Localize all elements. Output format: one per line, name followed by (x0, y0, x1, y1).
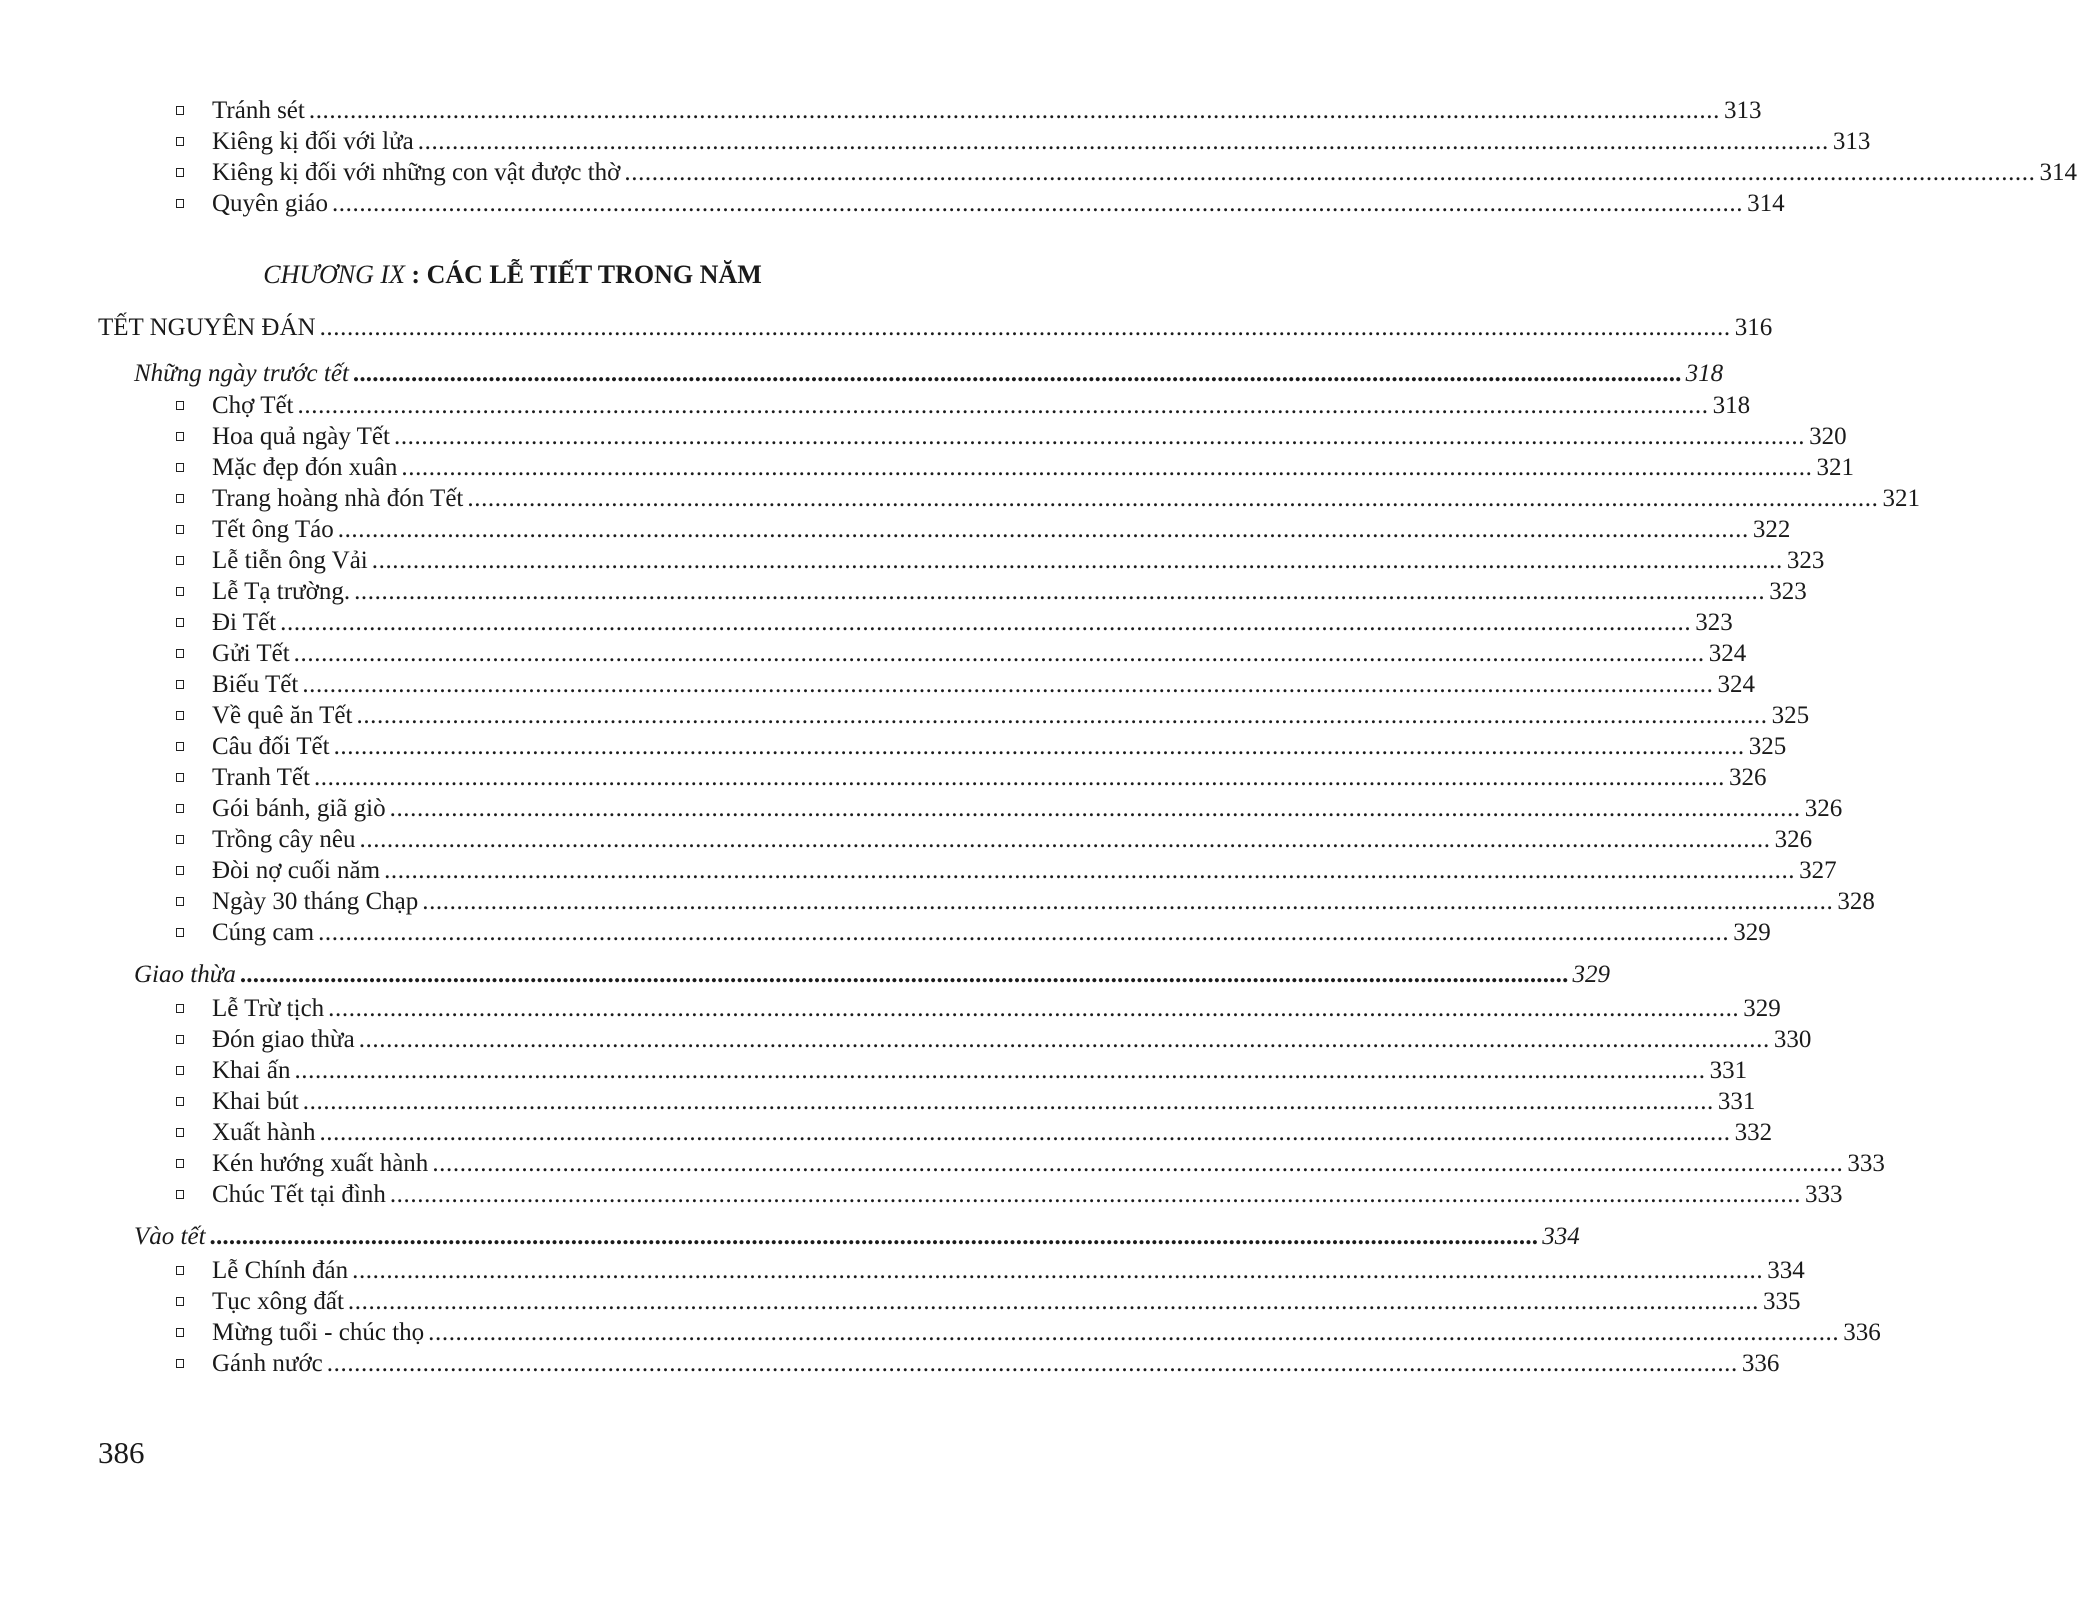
square-bullet-icon (176, 494, 184, 503)
toc-entry-page: 328 (1837, 888, 1875, 915)
dot-leader: .............................................................................................................................................................................................................. (337, 516, 1749, 543)
dot-leader: .............................................................................................................................................................................................................. (318, 919, 1730, 946)
dot-leader: .............................................................................................................................................................................................................. (393, 423, 1806, 450)
square-bullet-icon (176, 432, 184, 441)
toc-entry-page: 332 (1734, 1119, 1773, 1146)
dot-leader: .............................................................................................................................................................................................................. (333, 733, 1745, 760)
toc-entry-page: 327 (1799, 857, 1837, 884)
square-bullet-icon (176, 1190, 184, 1199)
square-bullet-icon (176, 1297, 184, 1306)
square-bullet-icon (176, 773, 184, 782)
toc-entry (0, 576, 1807, 607)
toc-entry-page: 320 (1809, 423, 1847, 450)
square-bullet-icon (176, 556, 184, 565)
dot-leader: .............................................................................................................................................................................................................. (319, 1119, 1731, 1146)
toc-entry-page: 325 (1771, 702, 1810, 729)
square-bullet-icon (176, 649, 184, 658)
toc-entry (0, 1117, 1773, 1148)
square-bullet-icon (176, 1066, 184, 1075)
square-bullet-icon (176, 1328, 184, 1337)
dot-leader: .............................................................................................................................................................................................................. (319, 314, 1731, 341)
dot-leader: .............................................................................................................................................................................................................. (467, 485, 1879, 512)
toc-entry (0, 607, 1733, 638)
toc-entry (0, 793, 1843, 824)
toc-entry-page: 314 (1747, 190, 1785, 217)
dot-leader: .............................................................................................................................................................................................................. (293, 640, 1705, 667)
square-bullet-icon (176, 1159, 184, 1168)
dot-leader: .............................................................................................................................................................................................................. (354, 578, 1766, 605)
square-bullet-icon (176, 711, 184, 720)
toc-entry-page: 322 (1752, 516, 1791, 543)
square-bullet-icon (176, 525, 184, 534)
square-bullet-icon (176, 928, 184, 937)
toc-entry-label: TẾT NGUYÊN ĐÁN (98, 314, 316, 341)
toc-entry-page: 331 (1717, 1088, 1756, 1115)
toc-entry-label: Mừng tuổi - chúc thọ (212, 1319, 425, 1346)
toc-entry (0, 188, 1785, 219)
dot-leader: .............................................................................................................................................................................................................. (359, 826, 1771, 853)
dot-leader: .............................................................................................................................................................................................................. (297, 392, 1709, 419)
toc-section-heading (0, 959, 1611, 990)
dot-leader: .............................................................................................................................................................................................................. (239, 961, 1569, 988)
toc-entry (0, 762, 1767, 793)
dot-leader: .............................................................................................................................................................................................................. (384, 857, 1796, 884)
toc-entry-page: 329 (1743, 995, 1781, 1022)
dot-leader: .............................................................................................................................................................................................................. (302, 671, 1714, 698)
toc-main-entry (0, 312, 1773, 343)
toc-entry-page: 321 (1882, 485, 1920, 512)
square-bullet-icon (176, 1097, 184, 1106)
square-bullet-icon (176, 742, 184, 751)
toc-entry-label: Lễ Trừ tịch (212, 995, 325, 1022)
toc-entry-label: Chợ Tết (212, 392, 294, 419)
toc-entry-label: Trồng cây nêu (212, 826, 356, 853)
toc-entry-page: 324 (1708, 640, 1747, 667)
section-page: 329 (1572, 961, 1611, 988)
dot-leader: .............................................................................................................................................................................................................. (417, 128, 1829, 155)
toc-entry-label: Xuất hành (212, 1119, 316, 1146)
toc-section-heading (0, 358, 1724, 389)
toc-entry-label: Gửi Tết (212, 640, 290, 667)
toc-entry-page: 336 (1741, 1350, 1780, 1377)
toc-entry (0, 126, 1871, 157)
square-bullet-icon (176, 1035, 184, 1044)
toc-entry-label: Lễ Tạ trường. (212, 578, 351, 605)
toc-entry-page: 323 (1786, 547, 1825, 574)
toc-entry-page: 326 (1804, 795, 1843, 822)
toc-entry (0, 390, 1751, 421)
toc-entry-page: 335 (1763, 1288, 1801, 1315)
toc-entry (0, 700, 1810, 731)
toc-entry-label: Gói bánh, giã giò (212, 795, 386, 822)
toc-entry-page: 316 (1734, 314, 1773, 341)
toc-entry-label: Kén hướng xuất hành (212, 1150, 429, 1177)
toc-entry-label: Chúc Tết tại đình (212, 1181, 386, 1208)
toc-entry-label: Hoa quả ngày Tết (212, 423, 390, 450)
toc-entry-label: Gánh nước (212, 1350, 323, 1377)
square-bullet-icon (176, 463, 184, 472)
section-title: Vào tết (134, 1223, 206, 1250)
square-bullet-icon (176, 1128, 184, 1137)
chapter-label: CHƯƠNG IX (263, 260, 405, 289)
square-bullet-icon (176, 618, 184, 627)
dot-leader: .............................................................................................................................................................................................................. (389, 795, 1801, 822)
toc-entry-page: 331 (1709, 1057, 1748, 1084)
toc-entry-label: Kiêng kị đối với những con vật được thờ (212, 159, 621, 186)
toc-entry (0, 95, 1762, 126)
dot-leader: .............................................................................................................................................................................................................. (401, 454, 1813, 481)
toc-entry-label: Khai ấn (212, 1057, 291, 1084)
toc-entry (0, 638, 1747, 669)
toc-entry (0, 514, 1791, 545)
toc-entry (0, 1086, 1756, 1117)
square-bullet-icon (176, 680, 184, 689)
toc-entry-label: Lễ Chính đán (212, 1257, 349, 1284)
dot-leader: .............................................................................................................................................................................................................. (352, 1257, 1764, 1284)
toc-entry-label: Tết ông Táo (212, 516, 334, 543)
chapter-title: CÁC LỄ TIẾT TRONG NĂM (426, 260, 762, 289)
toc-entry-label: Trang hoàng nhà đón Tết (212, 485, 464, 512)
toc-entry (0, 824, 1813, 855)
toc-entry (0, 1348, 1780, 1379)
square-bullet-icon (176, 168, 184, 177)
toc-entry-page: 329 (1733, 919, 1771, 946)
square-bullet-icon (176, 401, 184, 410)
toc-entry (0, 1179, 1843, 1210)
toc-entry-label: Về quê ăn Tết (212, 702, 353, 729)
toc-entry-page: 330 (1773, 1026, 1812, 1053)
toc-entry-label: Cúng cam (212, 919, 315, 946)
square-bullet-icon (176, 199, 184, 208)
square-bullet-icon (176, 804, 184, 813)
square-bullet-icon (176, 1266, 184, 1275)
section-page: 318 (1685, 360, 1724, 387)
toc-entry-label: Ngày 30 tháng Chạp (212, 888, 419, 915)
toc-entry (0, 545, 1825, 576)
square-bullet-icon (176, 137, 184, 146)
toc-entry-label: Đi Tết (212, 609, 277, 636)
toc-entry-page: 336 (1843, 1319, 1881, 1346)
dot-leader: .............................................................................................................................................................................................................. (328, 995, 1740, 1022)
toc-entry (0, 1255, 1805, 1286)
toc-entry-label: Lễ tiễn ông Vải (212, 547, 368, 574)
toc-entry-page: 313 (1832, 128, 1871, 155)
toc-entry-page: 313 (1723, 97, 1762, 124)
toc-entry (0, 1317, 1881, 1348)
toc-entry-page: 334 (1767, 1257, 1805, 1284)
toc-entry-label: Tranh Tết (212, 764, 310, 791)
toc-entry-label: Mặc đẹp đón xuân (212, 454, 398, 481)
toc-entry (0, 886, 1875, 917)
toc-entry (0, 1148, 1885, 1179)
toc-entry-page: 314 (2039, 159, 2077, 186)
dot-leader: .............................................................................................................................................................................................................. (352, 360, 1682, 387)
square-bullet-icon (176, 866, 184, 875)
dot-leader: .............................................................................................................................................................................................................. (432, 1150, 1844, 1177)
toc-entry-page: 323 (1695, 609, 1733, 636)
toc-entry-page: 326 (1774, 826, 1813, 853)
toc-section-heading (0, 1221, 1580, 1252)
toc-entry-label: Tránh sét (212, 97, 305, 124)
square-bullet-icon (176, 106, 184, 115)
toc-entry-page: 323 (1769, 578, 1807, 605)
toc-entry (0, 157, 2077, 188)
toc-entry (0, 1055, 1748, 1086)
dot-leader: .............................................................................................................................................................................................................. (313, 764, 1726, 791)
section-title: Giao thừa (134, 961, 236, 988)
toc-entry (0, 669, 1755, 700)
dot-leader: .............................................................................................................................................................................................................. (389, 1181, 1801, 1208)
toc-entry (0, 855, 1837, 886)
toc-entry-page: 321 (1816, 454, 1854, 481)
toc-entry (0, 452, 1854, 483)
dot-leader: .............................................................................................................................................................................................................. (422, 888, 1834, 915)
chapter-heading (0, 255, 1025, 295)
toc-entry-label: Biếu Tết (212, 671, 299, 698)
toc-entry-label: Đón giao thừa (212, 1026, 355, 1053)
page-number: 386 (98, 1435, 145, 1470)
toc-entry-label: Quyên giáo (212, 190, 328, 217)
chapter-separator: : (411, 260, 421, 289)
toc-entry (0, 483, 1920, 514)
dot-leader: .............................................................................................................................................................................................................. (280, 609, 1692, 636)
toc-entry (0, 421, 1847, 452)
section-title: Những ngày trước tết (134, 360, 349, 387)
toc-entry-page: 333 (1804, 1181, 1843, 1208)
dot-leader: .............................................................................................................................................................................................................. (326, 1350, 1738, 1377)
dot-leader: .............................................................................................................................................................................................................. (308, 97, 1720, 124)
toc-entry (0, 731, 1787, 762)
toc-entry (0, 1286, 1801, 1317)
dot-leader: .............................................................................................................................................................................................................. (209, 1223, 1539, 1250)
toc-entry (0, 1024, 1812, 1055)
dot-leader: .............................................................................................................................................................................................................. (302, 1088, 1714, 1115)
dot-leader: .............................................................................................................................................................................................................. (428, 1319, 1840, 1346)
toc-entry (0, 917, 1771, 948)
square-bullet-icon (176, 1359, 184, 1368)
toc-entry (0, 993, 1781, 1024)
toc-entry-label: Đòi nợ cuối năm (212, 857, 381, 884)
dot-leader: .............................................................................................................................................................................................................. (347, 1288, 1760, 1315)
toc-entry-page: 318 (1712, 392, 1751, 419)
square-bullet-icon (176, 835, 184, 844)
toc-entry-label: Tục xông đất (212, 1288, 344, 1315)
dot-leader: .............................................................................................................................................................................................................. (356, 702, 1768, 729)
toc-entry-page: 333 (1847, 1150, 1885, 1177)
dot-leader: .............................................................................................................................................................................................................. (358, 1026, 1770, 1053)
dot-leader: .............................................................................................................................................................................................................. (371, 547, 1783, 574)
square-bullet-icon (176, 1004, 184, 1013)
toc-entry-label: Kiêng kị đối với lửa (212, 128, 414, 155)
toc-entry-label: Khai bút (212, 1088, 299, 1115)
dot-leader: .............................................................................................................................................................................................................. (294, 1057, 1706, 1084)
dot-leader: .............................................................................................................................................................................................................. (624, 159, 2036, 186)
section-page: 334 (1542, 1223, 1580, 1250)
square-bullet-icon (176, 897, 184, 906)
toc-entry-label: Câu đối Tết (212, 733, 330, 760)
dot-leader: .............................................................................................................................................................................................................. (331, 190, 1744, 217)
toc-entry-page: 326 (1729, 764, 1767, 791)
toc-entry-page: 324 (1717, 671, 1755, 698)
toc-entry-page: 325 (1748, 733, 1787, 760)
square-bullet-icon (176, 587, 184, 596)
